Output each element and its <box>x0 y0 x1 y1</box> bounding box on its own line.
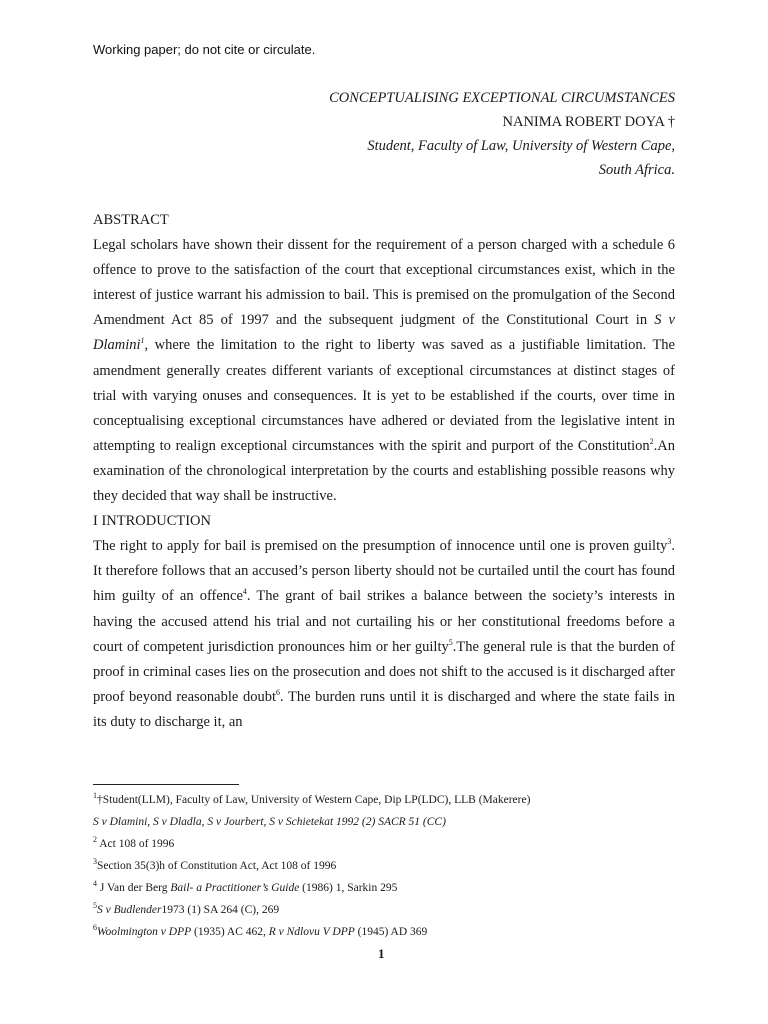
footnote-1 <box>93 789 693 811</box>
abstract-paragraph <box>93 233 675 509</box>
introduction-paragraph <box>93 534 675 735</box>
footnote-ref-5[interactable]: 5 <box>448 637 453 647</box>
footnote-ref-3[interactable]: 3 <box>667 537 672 547</box>
footnote-text: 1973 (1) SA 264 (C), 269 <box>161 904 280 916</box>
footnote-mark: 6 <box>93 923 97 933</box>
footnote-mark: 3 <box>93 857 97 867</box>
intro-text-5: . The burden runs until it is discharged and where the state fails in its duty to discharge it, an <box>93 688 675 730</box>
intro-text-1: The right to apply for bail is premised on the presumption of innocence until one is proven guilty <box>93 538 668 555</box>
footnote-text: J Van der Berg <box>97 882 171 894</box>
footnote-text: Section 35(3)h of Constitution Act, Act 108 of 1996 <box>97 860 337 872</box>
footnote-case: Woolmington v DPP <box>97 926 192 938</box>
abstract-text-3: .An examination of the chronological interpretation by the courts and establishing possible reasons why they decided that way shall be instructive. <box>93 437 675 505</box>
intro-text-4: .The general rule is that the burden of proof in criminal cases lies on the prosecution and does not shift to the accused is it discharged after proof beyond reasonable doubt <box>93 638 675 705</box>
footnote-1-continued: S v Dlamini, S v Dladla, S v Jourbert, S v Schietekat 1992 (2) SACR 51 (CC) <box>93 816 446 828</box>
intro-text-2: . It therefore follows that an accused’s person liberty should not be curtailed until the court has found him guilty of an offence <box>93 538 675 605</box>
footnote-mark: 4 <box>93 879 97 889</box>
author-affiliation: Student, Faculty of Law, University of Western Cape, <box>367 138 675 154</box>
footnote-book-title: Bail- a Practitioner’s Guide <box>170 882 300 894</box>
footnotes <box>93 789 693 943</box>
footnote-3 <box>93 855 693 877</box>
footnote-ref-1[interactable]: 1 <box>140 336 145 346</box>
introduction-heading: I INTRODUCTION <box>93 513 211 530</box>
body-text <box>93 208 675 735</box>
footnote-text: (1986) 1, Sarkin 295 <box>299 882 398 894</box>
footnote-ref-2[interactable]: 2 <box>649 437 654 447</box>
intro-text-3: . The grant of bail strikes a balance between the society’s interests in having the accused attend his trial and not curtailing his or her constitutional freedoms before a court of competent jurisdiction pronounces him or her guilty <box>93 588 675 655</box>
page-number: 1 <box>378 946 385 961</box>
footnote-text: Act 108 of 1996 <box>97 838 175 850</box>
footnote-2 <box>93 833 693 855</box>
title-block <box>329 86 675 182</box>
case-citation: S v Dlamini <box>93 312 675 354</box>
footnote-mark: 5 <box>93 901 97 911</box>
author-name: NANIMA ROBERT DOYA † <box>502 114 675 130</box>
header-note: Working paper; do not cite or circulate. <box>93 42 316 57</box>
author-affiliation-country: South Africa. <box>598 162 675 178</box>
paper-title: CONCEPTUALISING EXCEPTIONAL CIRCUMSTANCES <box>329 90 675 106</box>
footnote-ref-4[interactable]: 4 <box>242 587 247 597</box>
footnote-divider <box>93 784 239 785</box>
abstract-text-2: , where the limitation to the right to liberty was saved as a justifiable limitation. The amendment generally creates different variants of exceptional circumstances at distinct stages of trial with varying onuses and consequences. It is yet to be established if the courts, over time in conceptualising exceptional circumstances have adhered or deviated from the legislative intent in attempting to realign exceptional circumstances with the spirit and purport of the Constitution <box>93 337 675 454</box>
abstract-heading: ABSTRACT <box>93 212 169 228</box>
footnote-text: †Student(LLM), Faculty of Law, University of Western Cape, Dip LP(LDC), LLB (Makerere) <box>97 794 531 806</box>
footnote-4 <box>93 877 693 899</box>
abstract-text-1: Legal scholars have shown their dissent for the requirement of a person charged with a schedule 6 offence to prove to the satisfaction of the court that exceptional circumstances exist, which in the interest of justice warrant his admission to bail. This is premised on the promulgation of the Second Amendment Act 85 of 1997 and the subsequent judgment of the Constitutional Court in <box>93 237 675 329</box>
footnote-case: S v Budlender <box>97 904 162 916</box>
footnote-case: R v Ndlovu V DPP <box>268 926 355 938</box>
footnote-ref-6[interactable]: 6 <box>276 687 280 697</box>
footnote-mark: 1 <box>93 791 97 801</box>
footnote-5 <box>93 899 693 921</box>
footnote-text: (1935) AC 462, <box>191 926 269 938</box>
footnote-mark: 2 <box>93 835 97 845</box>
footnote-6 <box>93 921 693 943</box>
footnote-text: (1945) AD 369 <box>354 926 428 938</box>
